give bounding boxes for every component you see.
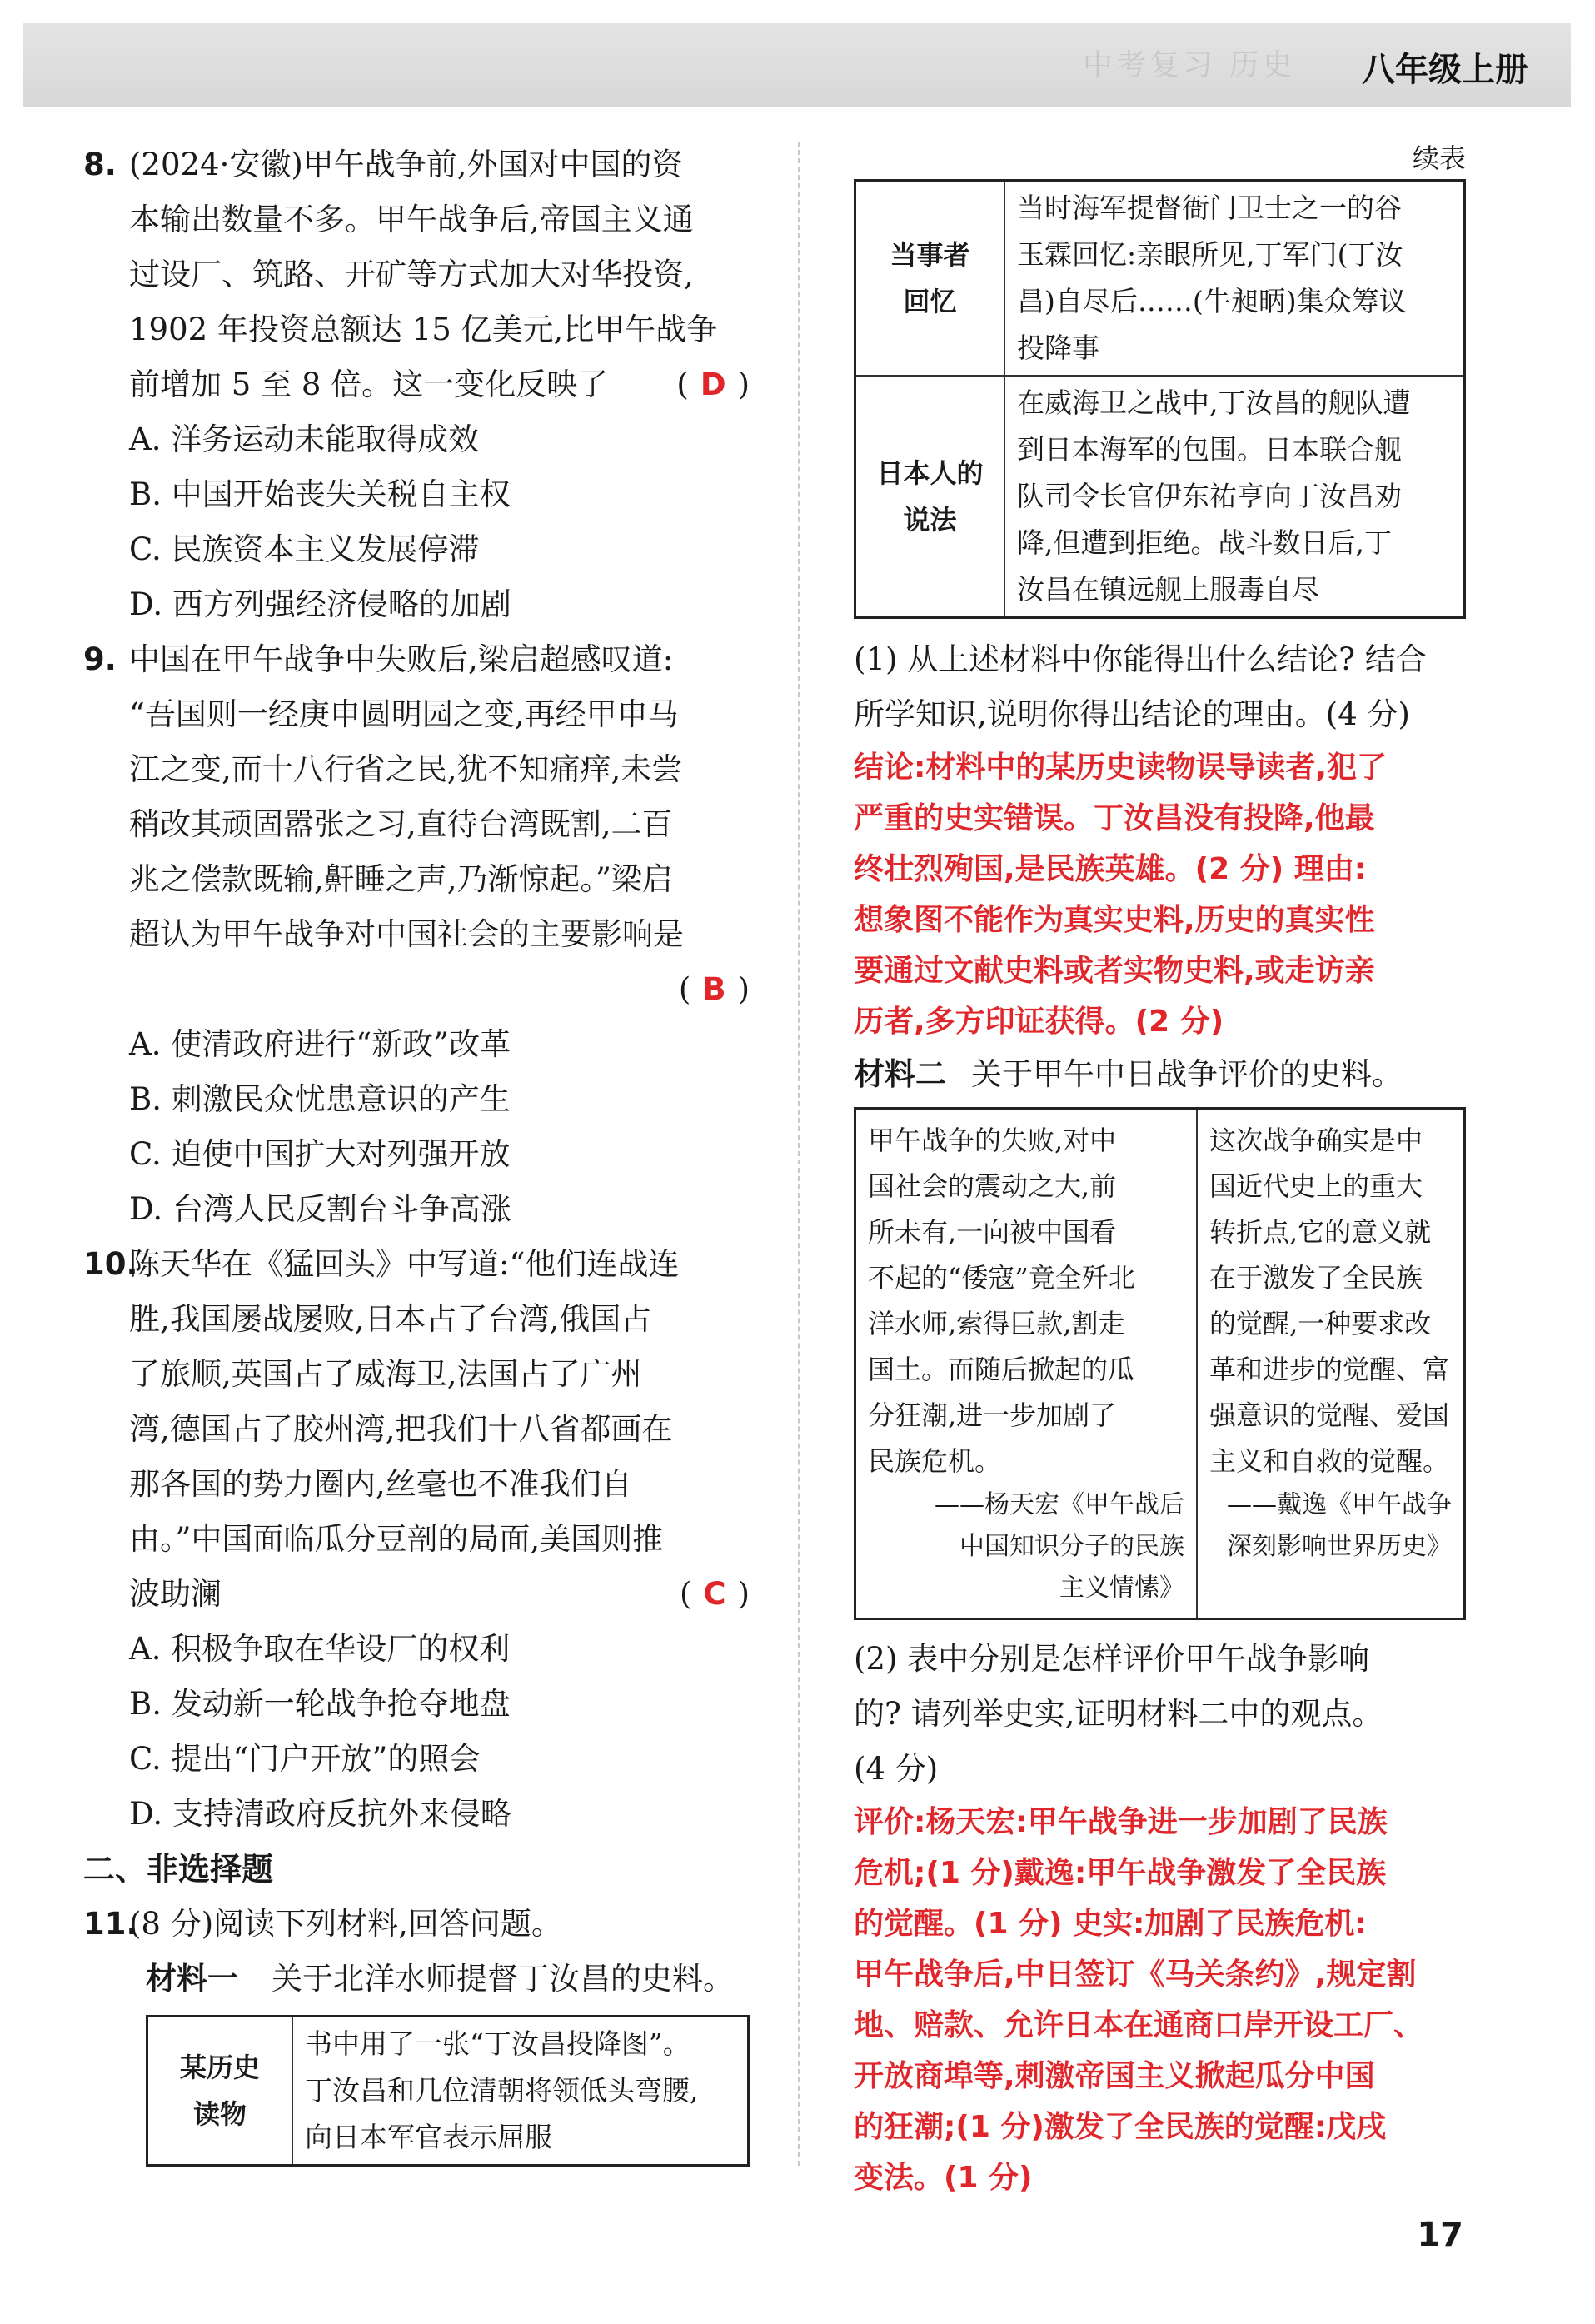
question-text: 稍改其顽固嚣张之习,直待台湾既割,二百 (129, 806, 673, 842)
material-desc: 关于甲午中日战争评价的史料。 (971, 1056, 1403, 1092)
table-cell-right: 这次战争确实是中 国近代史上的重大 转折点,它的意义就 在于激发了全民族 的觉醒,一种要求改 革和进步的觉醒、富 强意识的觉醒、爱国 主义和自救的觉醒。 ——戴逸《甲午战争 深刻影响世界历史》 (1197, 1109, 1465, 1619)
citation: ——戴逸《甲午战争 (1227, 1490, 1452, 1519)
question-text: 陈天华在《猛回头》中写道:“他们连战连 (129, 1246, 680, 1282)
option-d: D. 台湾人民反割台斗争高涨 (129, 1191, 511, 1227)
option-c: C. 提出“门户开放”的照会 (129, 1741, 481, 1777)
option-b: B. 刺激民众忧患意识的产生 (129, 1081, 511, 1117)
continued-label: 续表 (1412, 142, 1466, 174)
material-label: 材料二 (854, 1056, 946, 1092)
question-text: 兆之偿款既输,鼾睡之声,乃渐惊起。”梁启 (129, 861, 673, 897)
answer-1: 结论:材料中的某历史读物误导读者,犯了 严重的史实错误。丁汝昌没有投降,他最 终壮烈殉国,是民族英雄。(2 分) 理由: 想象图不能作为真实史料,历史的真实性 要通过文献史料或者实物史料,或走访亲 历者,多方印证获得。(2 分) (854, 751, 1388, 1039)
question-number: 10. (83, 1246, 138, 1282)
left-column (83, 137, 750, 2167)
table-cell: 书中用了一张“丁汝昌投降图”。 丁汝昌和几位清朝将领低头弯腰, 向日本军官表示屈服 (292, 2017, 749, 2166)
question-text: 中国在甲午战争中失败后,梁启超感叹道: (129, 641, 674, 677)
question-10: 10.陈天华在《猛回头》中写道:“他们连战连 胜,我国屡战屡败,日本占了台湾,俄国占 了旅顺,英国占了威海卫,法国占了广州 湾,德国占了胶州湾,把我们十八省都画在 那各国的势力圈内,丝毫也不准我们自 由。”中国面临瓜分豆剖的局面,美国则推 波助澜 ( C ) A. 积极争取在华设厂的权利 B. 发动新一轮战争抢夺地盘 C. 提出“门户开放”的照会 D. 支持清政府反抗外来侵略 (83, 1237, 750, 1842)
question-text: 江之变,而十八行省之民,犹不知痛痒,未尝 (129, 751, 683, 787)
option-a: A. 洋务运动未能取得成效 (129, 421, 480, 457)
material1-table (146, 2015, 750, 2167)
material2-table (854, 1107, 1466, 1620)
sub-question-2: (2) 表中分别是怎样评价甲午战争影响 的? 请列举史实,证明材料二中的观点。 (4 分) (854, 1641, 1383, 1787)
question-text: 过设厂、筑路、开矿等方式加大对华投资, (129, 257, 694, 292)
header-ghost-text: 中考复习 历史 (1083, 48, 1296, 82)
answer-mark: D (700, 367, 726, 402)
question-number: 11. (83, 1906, 138, 1942)
question-text: 胜,我国屡战屡败,日本占了台湾,俄国占 (129, 1301, 652, 1337)
option-a: A. 积极争取在华设厂的权利 (129, 1631, 511, 1667)
option-c: C. 民族资本主义发展停滞 (129, 531, 480, 567)
question-text: (8 分)阅读下列材料,回答问题。 (129, 1906, 562, 1942)
question-text: 超认为甲午战争对中国社会的主要影响是 (129, 916, 684, 952)
question-text: 湾,德国占了胶州湾,把我们十八省都画在 (129, 1411, 673, 1447)
option-d: D. 支持清政府反抗外来侵略 (129, 1796, 511, 1832)
citation: 深刻影响世界历史》 (1227, 1532, 1452, 1561)
question-9: 9. 中国在甲午战争中失败后,梁启超感叹道: “吾国则一经庚申圆明园之变,再经甲申马 江之变,而十八行省之民,犹不知痛痒,未尝 稍改其顽固嚣张之习,直待台湾既割,二百 兆之偿款既输,鼾睡之声,乃渐惊起。”梁启 超认为甲午战争对中国社会的主要影响是 ( B ) A. 使清政府进行“新政”改革 B. 刺激民众忧患意识的产生 C. 迫使中国扩大对列强开放 D. 台湾人民反割台斗争高涨 (83, 632, 750, 1237)
question-text: “吾国则一经庚申圆明园之变,再经甲申马 (129, 696, 679, 732)
citation: 中国知识分子的民族 (959, 1532, 1184, 1561)
table-cell: 在威海卫之战中,丁汝昌的舰队遭 到日本海军的包围。日本联合舰 队司令长官伊东祐亨向丁汝昌劝 降,但遭到拒绝。战斗数日后,丁 汝昌在镇远舰上服毒自尽 (1004, 376, 1465, 618)
question-text: 那各国的势力圈内,丝毫也不准我们自 (129, 1466, 632, 1502)
question-text: 本输出数量不多。甲午战争后,帝国主义通 (129, 202, 694, 237)
header-band (23, 23, 1571, 107)
option-d: D. 西方列强经济侵略的加剧 (129, 586, 511, 622)
table-row-label: 当事者 回忆 (855, 181, 1005, 377)
question-number: 8. (83, 147, 117, 182)
answer-mark: C (703, 1576, 726, 1612)
answer-2: 评价:杨天宏:甲午战争进一步加剧了民族 危机;(1 分)戴逸:甲午战争激发了全民族 的觉醒。(1 分) 史实:加剧了民族危机: 甲午战争后,中日签订《马关条约》,规定割 地、赔款、允许日本在通商口岸开设工厂、 开放商埠等,刺激帝国主义掀起瓜分中国 的狂潮;(1 分)激发了全民族的觉醒:戊戌 变法。(1 分) (854, 1805, 1424, 2195)
section-heading: 二、非选择题 (83, 1851, 274, 1888)
citation: ——杨天宏《甲午战后 (935, 1490, 1184, 1519)
option-a: A. 使清政府进行“新政”改革 (129, 1026, 511, 1062)
question-text: (2024·安徽)甲午战争前,外国对中国的资 (129, 147, 683, 182)
table-cell-left: 甲午战争的失败,对中 国社会的震动之大,前 所未有,一向被中国看 不起的“倭寇”竟全歼北 洋水师,索得巨款,割走 国土。而随后掀起的瓜 分狂潮,进一步加剧了 民族危机。 ——杨天宏《甲午战后 中国知识分子的民族 主义情愫》 (855, 1109, 1198, 1619)
option-b: B. 中国开始丧失关税自主权 (129, 476, 511, 512)
material-label: 材料一 (146, 1961, 238, 1997)
question-text: 1902 年投资总额达 15 亿美元,比甲午战争 (129, 312, 718, 347)
table-row-label: 某历史 读物 (147, 2017, 293, 2166)
table-row-label: 日本人的 说法 (855, 376, 1005, 618)
sub-question-1: (1) 从上述材料中你能得出什么结论? 结合 所学知识,说明你得出结论的理由。(4 分) (854, 641, 1427, 732)
question-number: 9. (83, 641, 117, 677)
option-c: C. 迫使中国扩大对列强开放 (129, 1136, 511, 1172)
right-column (854, 137, 1466, 2203)
question-text: 前增加 5 至 8 倍。这一变化反映了 (129, 367, 609, 402)
question-text: 波助澜 (129, 1576, 222, 1612)
question-text: 了旅顺,英国占了威海卫,法国占了广州 (129, 1356, 642, 1392)
question-text: 由。”中国面临瓜分豆剖的局面,美国则推 (129, 1521, 664, 1557)
column-divider (798, 142, 800, 2166)
material-desc: 关于北洋水师提督丁汝昌的史料。 (272, 1961, 734, 1997)
material1-table-continued (854, 179, 1466, 619)
page-number: 17 (1417, 2216, 1463, 2254)
option-b: B. 发动新一轮战争抢夺地盘 (129, 1686, 511, 1722)
citation: 主义情愫》 (1059, 1573, 1184, 1603)
answer-mark: B (702, 971, 726, 1007)
grade-title: 八年级上册 (1362, 51, 1528, 89)
question-8: 8. (2024·安徽)甲午战争前,外国对中国的资 本输出数量不多。甲午战争后,帝国主义通 过设厂、筑路、开矿等方式加大对华投资, 1902 年投资总额达 15 亿美元,比甲午战争 前增加 5 至 8 倍。这一变化反映了 ( D ) A. 洋务运动未能取得成效 B. 中国开始丧失关税自主权 C. 民族资本主义发展停滞 D. 西方列强经济侵略的加剧 (83, 137, 750, 632)
table-cell: 当时海军提督衙门卫士之一的谷 玉霖回忆:亲眼所见,丁军门(丁汝 昌)自尽后……(牛昶昞)集众筹议 投降事 (1004, 181, 1465, 377)
